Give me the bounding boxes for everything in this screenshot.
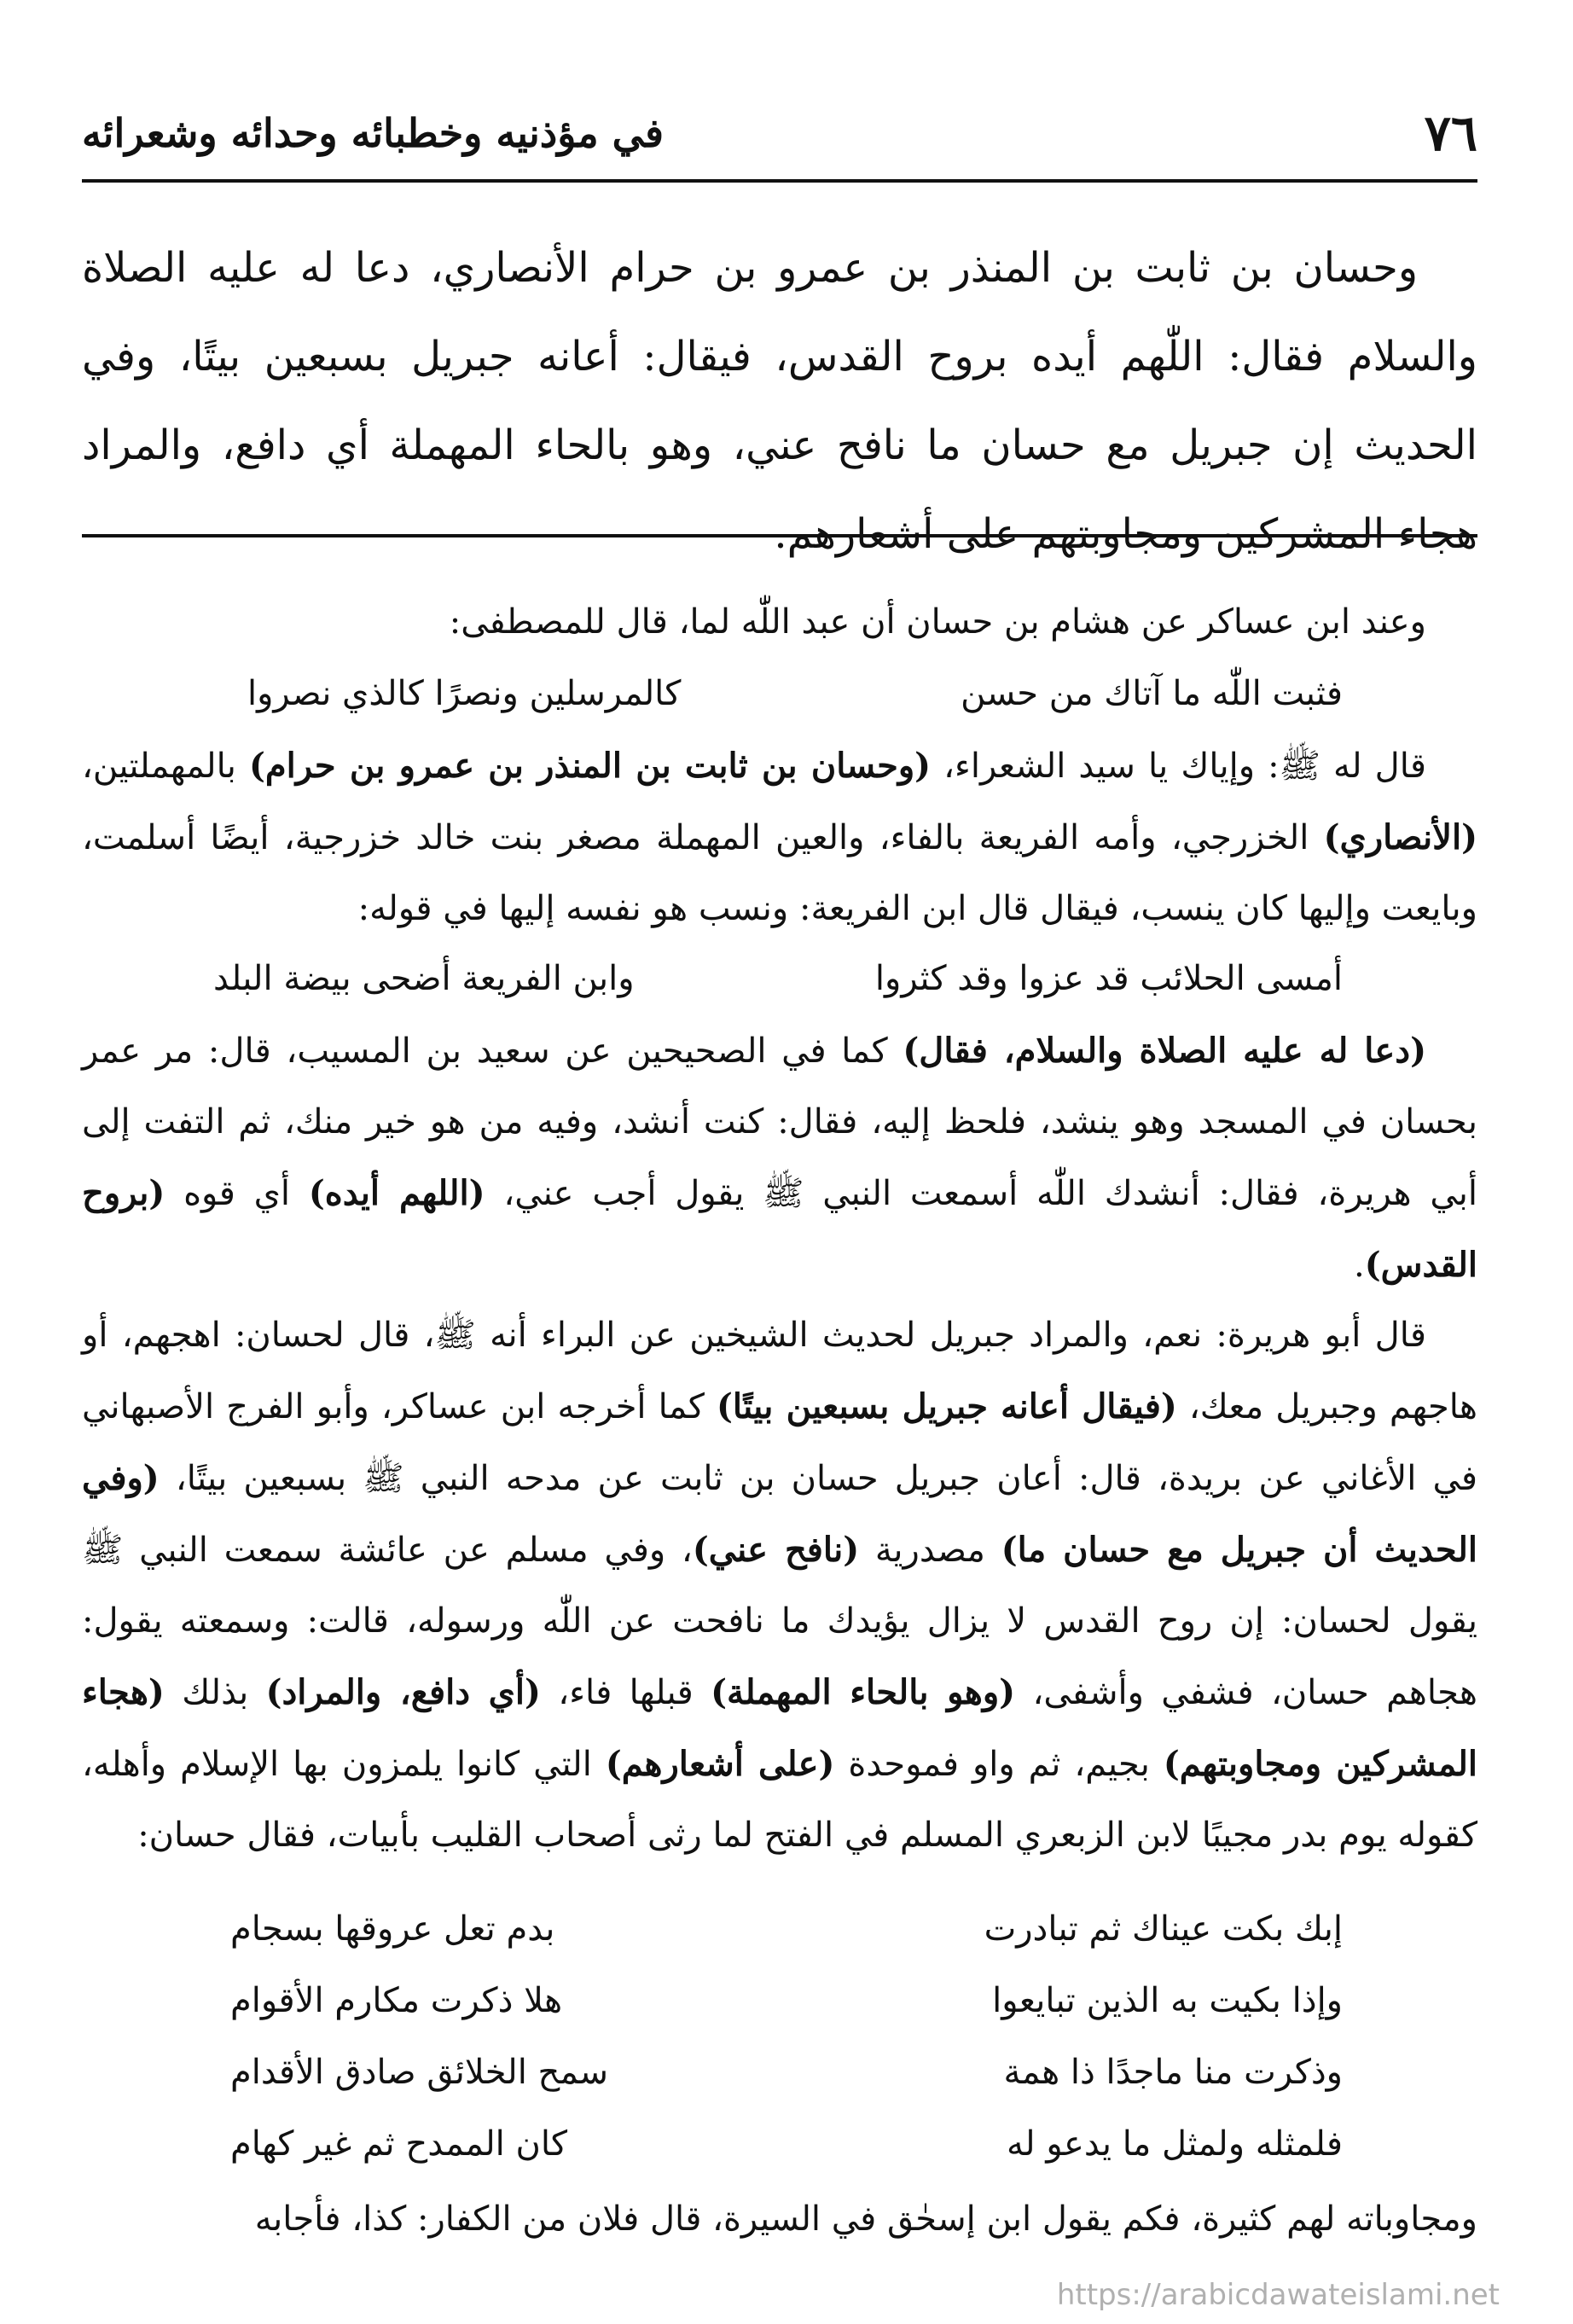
verse-second-hemistich: وابن الفريعة أضحى بيضة البلد [213,959,635,998]
poem-first-hemistich: فلمثله ولمثل ما يدعو له [1006,2124,1343,2164]
commentary-text: ، وفي مسلم عن عائشة سمعت النبي ﷺ يقول لحسان: إن روح القدس لا يزال يؤيدك ما نافحت عن اللّٰه ورسوله، قالت: وسمعته يقول: هجاهم حسان، فشفي وأشفى، [82,1531,1477,1712]
main-text: وحسان بن ثابت بن المنذر بن عمرو بن حرام الأنصاري، دعا له عليه الصلاة والسلام فقال: اللّٰهم أيده بروح القدس، فيقال: أعانه جبريل بسبعين بيتًا، وفي الحديث إن جبريل مع حسان ما نافح عني، وهو بالحاء المهملة أي دافع، والمراد هجاء المشركين ومجاوبتهم على أشعارهم. [82,244,1477,558]
commentary-text: . [1353,1246,1365,1285]
commentary-lemma: (هجاء المشركين ومجاوبتهم) [82,1672,1478,1784]
commentary-closing: ومجاوباته لهم كثيرة، فكم يقول ابن إسحٰق في السيرة، قال فلان من الكفار: كذا، فأجابه [254,2199,1477,2239]
commentary-paragraph [82,730,1477,944]
commentary-text: بالمهملتين، [82,747,249,786]
poem-line [230,2109,1343,2180]
commentary-lemma: (وهو بالحاء المهملة) [711,1672,1016,1712]
commentary-lemma: (على أشعارهم) [605,1744,835,1784]
verse-first-hemistich: فثبت اللّٰه ما آتاك من حسن [961,674,1343,713]
poem-first-hemistich: إبك بكت عيناك ثم تبادرت [984,1909,1343,1949]
poem-second-hemistich: بدم تعل عروقها بسجام [230,1909,555,1949]
verse-line [213,944,1343,1014]
page-number: ٧٦ [1424,104,1477,162]
poem-line [230,1966,1343,2036]
commentary-text: الخزرجي، وأمه الفريعة بالفاء، والعين المهملة مصغر بنت خالد خزرجية، أيضًا أسلمت، وبايعت وإليها كان ينسب، فيقال قال ابن الفريعة: ونسب هو نفسه إليها في قوله: [82,818,1477,928]
running-title: في مؤذنيه وخطبائه وحدائه وشعرائه [82,110,664,156]
commentary-lemma: (اللهم أيده) [308,1173,485,1213]
verse-second-hemistich: كالمرسلين ونصرًا كالذي نصروا [247,674,682,713]
commentary-intro: وعند ابن عساكر عن هشام بن حسان أن عبد اللّٰه لما، قال للمصطفى: [449,602,1426,642]
commentary-text: كما أخرجه ابن عساكر، وأبو الفرج الأصبهاني في الأغاني عن بريدة، قال: أعان جبريل حسان بن ثابت عن مدحه النبي ﷺ بسبعين بيتًا، [82,1387,1477,1498]
commentary-paragraph [82,1015,1477,1301]
section-divider [82,534,1477,537]
poem-first-hemistich: وإذا بكيت به الذين تبايعوا [992,1981,1343,2020]
commentary-text: التي كانوا يلمزون بها الإسلام وأهله، كقوله يوم بدر مجيبًا لابن الزبعري المسلم في الفتح لما رثى أصحاب القليب بأبيات، فقال حسان: [82,1745,1477,1855]
commentary-text: مصدرية [859,1531,1001,1570]
commentary-lemma: (فيقال أعانه جبريل بسبعين بيتًا) [717,1386,1177,1426]
commentary-text: أي قوه [165,1174,309,1213]
commentary-lemma: (دعا له عليه الصلاة والسلام، فقال) [903,1031,1426,1071]
verse-line [247,659,1343,729]
commentary-text: قال له ﷺ: وإياك يا سيد الشعراء، [931,747,1427,786]
commentary-text: قال أبو هريرة: نعم، والمراد جبريل لحديث الشيخين عن البراء أنه ﷺ، قال لحسان: اهجهم، أو هاجهم وجبريل معك، [82,1316,1478,1426]
commentary-text: بذلك [164,1673,266,1712]
poem-second-hemistich: كان الممدح ثم غير كهام [230,2124,568,2164]
commentary-lemma: (وحسان بن ثابت بن المنذر بن عمرو بن حرام) [248,746,932,786]
commentary-text: قبلها فاء، [540,1673,711,1712]
commentary-paragraph [82,1300,1477,1871]
header-rule [82,179,1477,183]
watermark-url: https://arabicdawateislami.net [1056,2278,1500,2312]
poem-second-hemistich: هلا ذكرت مكارم الأقوام [230,1981,563,2020]
commentary-text: بجيم، ثم واو فموحدة [834,1745,1164,1784]
page-header [82,92,1477,174]
poem-first-hemistich: وذكرت منا ماجدًا ذا همة [1003,2053,1343,2092]
poem-line [230,2037,1343,2108]
commentary-lemma: (الأنصاري) [1323,817,1477,857]
commentary-text: كما في الصحيحين عن سعيد بن المسيب، قال: مر عمر بحسان في المسجد وهو ينشد، فلحظ إليه، فقال: كنت أنشد، وفيه من هو خير منك، ثم التفت إلى أبي هريرة، فقال: أنشدك اللّٰه أسمعت النبي ﷺ يقول أجب عني، [82,1031,1478,1213]
commentary-lemma: (بروح القدس) [82,1173,1477,1285]
commentary-lemma: (نافح عني) [692,1530,860,1570]
commentary-lemma: (أي دافع، والمراد) [265,1672,541,1712]
poem-second-hemistich: سمح الخلائق صادق الأقدام [230,2053,609,2092]
commentary-lemma: (وفي الحديث أن جبريل مع حسان ما) [82,1458,1477,1570]
verse-first-hemistich: أمسى الحلائب قد عزوا وقد كثروا [874,959,1343,998]
poem-line [230,1894,1343,1965]
